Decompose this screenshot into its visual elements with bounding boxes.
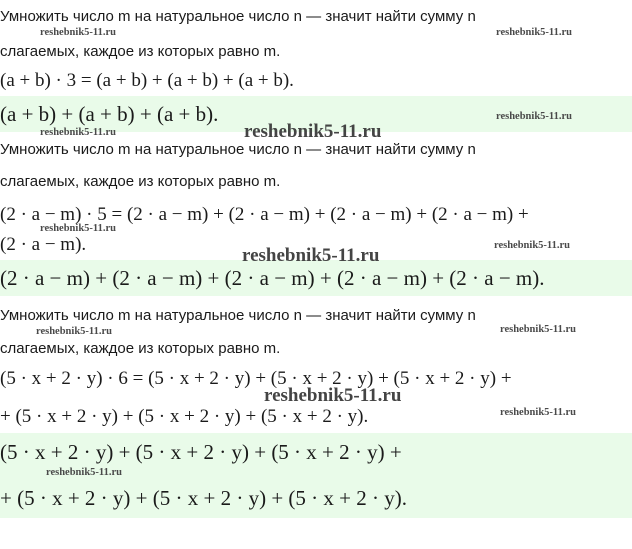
watermark: reshebnik5-11.ru	[500, 324, 576, 335]
watermark: reshebnik5-11.ru	[494, 240, 570, 251]
expression-line: (2 · a − m) · 5 = (2 · a − m) + (2 · a − m) + (2 · a − m) + (2 · a − m) +	[0, 204, 529, 225]
answer-line: + (5 · x + 2 · y) + (5 · x + 2 · y) + (5 · x + 2 · y).	[0, 486, 407, 510]
rule-line-1: Умножить число m на натуральное число n — значит найти сумму n	[0, 8, 476, 25]
answer-line: (5 · x + 2 · y) + (5 · x + 2 · y) + (5 · x + 2 · y) +	[0, 440, 402, 464]
expression-line: (2 · a − m).	[0, 234, 87, 255]
watermark-large: reshebnik5-11.ru	[244, 121, 382, 142]
watermark-large: reshebnik5-11.ru	[242, 245, 380, 266]
expression-line: + (5 · x + 2 · y) + (5 · x + 2 · y) + (5 · x + 2 · y).	[0, 406, 369, 427]
rule-line-2: слагаемых, каждое из которых равно m.	[0, 340, 281, 357]
answer-line: (a + b) + (a + b) + (a + b).	[0, 102, 219, 126]
watermark: reshebnik5-11.ru	[40, 127, 116, 138]
watermark-large: reshebnik5-11.ru	[264, 385, 402, 406]
expression-line: (a + b) · 3 = (a + b) + (a + b) + (a + b).	[0, 70, 294, 91]
rule-line-1: Умножить число m на натуральное число n — значит найти сумму n	[0, 141, 476, 158]
watermark: reshebnik5-11.ru	[36, 326, 112, 337]
watermark: reshebnik5-11.ru	[46, 467, 122, 478]
rule-line-1: Умножить число m на натуральное число n — значит найти сумму n	[0, 307, 476, 324]
watermark: reshebnik5-11.ru	[40, 27, 116, 38]
watermark: reshebnik5-11.ru	[500, 407, 576, 418]
watermark: reshebnik5-11.ru	[496, 111, 572, 122]
answer-line: (2 · a − m) + (2 · a − m) + (2 · a − m) + (2 · a − m) + (2 · a − m).	[0, 266, 545, 290]
rule-line-2: слагаемых, каждое из которых равно m.	[0, 173, 281, 190]
watermark: reshebnik5-11.ru	[40, 223, 116, 234]
watermark: reshebnik5-11.ru	[496, 27, 572, 38]
rule-line-2: слагаемых, каждое из которых равно m.	[0, 43, 281, 60]
expression-line: (5 · x + 2 · y) · 6 = (5 · x + 2 · y) + (5 · x + 2 · y) + (5 · x + 2 · y) +	[0, 368, 512, 389]
